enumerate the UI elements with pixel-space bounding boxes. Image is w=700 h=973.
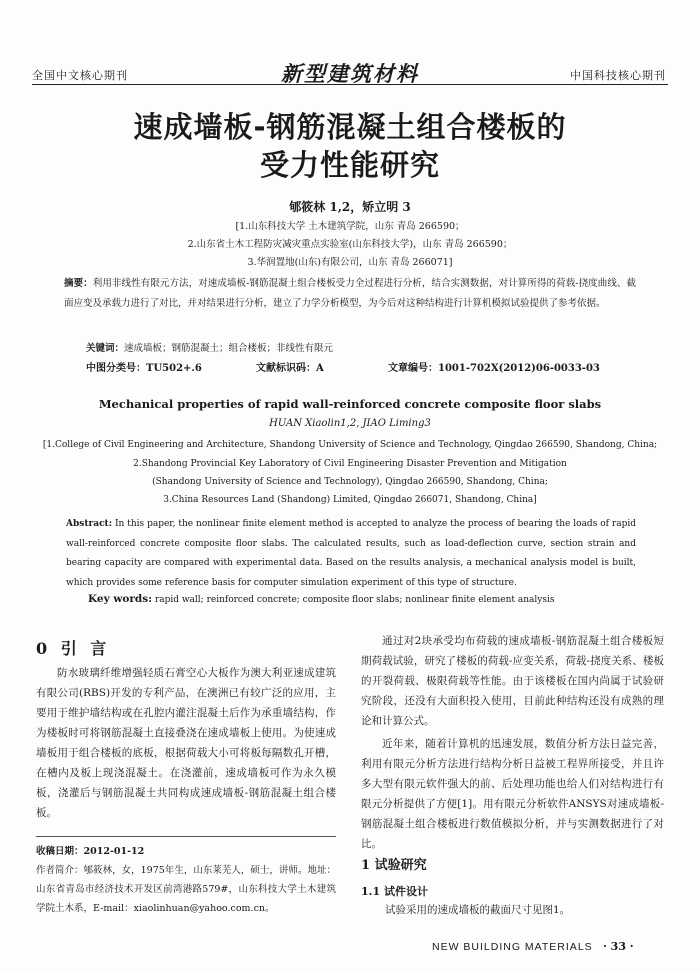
abstract-label: 摘要： — [64, 278, 93, 289]
journal-logo: 新型建筑材料 — [281, 61, 419, 86]
section-1-heading: 1 试验研究 — [361, 858, 427, 873]
footnote — [36, 842, 336, 918]
english-title: Mechanical properties of rapid wall-reinforced concrete composite floor slabs — [98, 397, 602, 411]
right-column-body — [361, 631, 664, 854]
page-title-line2: 受力性能研究 — [259, 148, 440, 182]
english-keywords-label: Key words: — [88, 593, 153, 605]
english-keywords-text: rapid wall; reinforced concrete; composite floor slabs; nonlinear finite element analysis — [154, 595, 555, 605]
author-bio: 作者简介：郇筱林，女，1975年生，山东莱芜人，硕士，讲师。地址：山东省青岛市经济技术开发区前湾港路579#，山东科技大学土木建筑学院土木系，E-mail：xiaolinhuan@yahoo.com.cn。 — [36, 865, 336, 914]
affiliation-2: 2.山东省土木工程防灾减灾重点实验室(山东科技大学)，山东 青岛 266590； — [187, 239, 513, 250]
english-affiliation-3: (Shandong University of Science and Technology), Qingdao 266590, Shandong, China; — [152, 477, 548, 487]
english-keywords — [88, 593, 554, 605]
section-1-1-text: 试验采用的速成墙板的截面尺寸见图1。 — [385, 904, 571, 916]
keywords-label: 关键词： — [86, 343, 125, 354]
section-1-1-heading: 1.1 试件设计 — [361, 885, 428, 898]
keywords-text: 速成墙板；钢筋混凝土；组合楼板；非线性有限元 — [124, 343, 334, 354]
received-date: 收稿日期：2012-01-12 — [36, 846, 145, 857]
section-0-body — [36, 663, 336, 823]
clc-number: 中图分类号：TU502+.6 — [86, 363, 202, 374]
header-divider — [32, 84, 668, 85]
footer-journal-name: NEW BUILDING MATERIALS — [432, 941, 593, 953]
affiliation-1: [1.山东科技大学 土木建筑学院，山东 青岛 266590； — [235, 221, 465, 232]
section-0-heading: 0 引 言 — [36, 639, 111, 658]
authors: 郇筱林 1,2，矫立明 3 — [289, 200, 411, 214]
abstract-cn — [64, 274, 636, 314]
article-number: 文章编号：1001-702X(2012)06-0033-03 — [388, 363, 600, 374]
keywords-cn — [86, 340, 333, 354]
english-authors: HUAN Xiaolin1,2, JIAO Liming3 — [269, 418, 431, 429]
english-abstract-text: In this paper, the nonlinear finite element method is accepted to analyze the process of bearing the loads of rapid wall-reinforced concrete composite floor slabs. The calculated results, such as load-deflection curve, section strain and bearing capacity are compared with experimental data. Based on the results analysis, a mechanical analysis model is built, which provides some reference basis for computer simulation experiment of this type of structure. — [66, 519, 636, 588]
abstract-text: 利用非线性有限元方法，对速成墙板-钢筋混凝土组合楼板受力全过程进行分析，结合实测数据，对计算所得的荷载-挠度曲线、截面应变及承载力进行了对比，并对结果进行分析，建立了力学分析模型，为今后对这种结构进行计算机模拟试验提供了参考依据。 — [64, 278, 636, 309]
header-right-label: 中国科技核心期刊 — [570, 69, 666, 82]
page-number: · 33 · — [603, 940, 634, 953]
document-code: 文献标识码：A — [256, 363, 324, 374]
page-title-line1: 速成墙板-钢筋混凝土组合楼板的 — [133, 110, 567, 144]
english-affiliation-4: 3.China Resources Land (Shandong) Limited, Qingdao 266071, Shandong, China] — [163, 495, 537, 505]
paragraph: 近年来，随着计算机的迅速发展，数值分析方法日益完善，利用有限元分析方法进行结构分析日益被工程界所接受，并且许多大型有限元软件强大的前、后处理功能也给人们对结构进行有限元分析提供了方便[1]。用有限元分析软件ANSYS对速成墙板-钢筋混凝土组合楼板进行数值模拟分析，并与实测数据进行了对比。 — [361, 738, 664, 850]
footnote-divider — [36, 836, 336, 837]
english-abstract — [66, 515, 636, 593]
header-left-label: 全国中文核心期刊 — [32, 69, 128, 82]
english-affiliation-1: [1.College of Civil Engineering and Architecture, Shandong University of Science and Technology, Qingdao 266590, Shandong, China; — [42, 440, 658, 450]
affiliation-3: 3.华润置地(山东)有限公司，山东 青岛 266071] — [247, 257, 453, 268]
paragraph: 防水玻璃纤维增强轻质石膏空心大板作为澳大利亚速成建筑有限公司(RBS)开发的专利产品，在澳洲已有较广泛的应用，主要用于维护墙结构或在孔腔内灌注混凝土后作为承重墙结构，作为楼板时可将钢筋混凝土直接叠浇在速成墙板上使用。为使速成墙板用于组合楼板的底板，根据荷载大小可将板每隔数孔开槽，在槽内及板上现浇混凝土。在浇灌前，速成墙板可作为永久模板，浇灌后与钢筋混凝土共同构成速成墙板-钢筋混凝土组合楼板。 — [36, 667, 336, 819]
paragraph: 通过对2块承受均布荷载的速成墙板-钢筋混凝土组合楼板短期荷载试验，研究了楼板的荷载-应变关系，荷载-挠度关系、楼板的开裂荷载、极限荷载等性能。由于该楼板在国内尚属于试验研究阶段，还没有大面积投入使用，目前此种结构还没有成熟的理论和计算公式。 — [361, 635, 664, 727]
english-affiliation-2: 2.Shandong Provincial Key Laboratory of Civil Engineering Disaster Prevention and Mitigation — [133, 459, 567, 469]
english-abstract-label: Abstract: — [66, 519, 113, 529]
